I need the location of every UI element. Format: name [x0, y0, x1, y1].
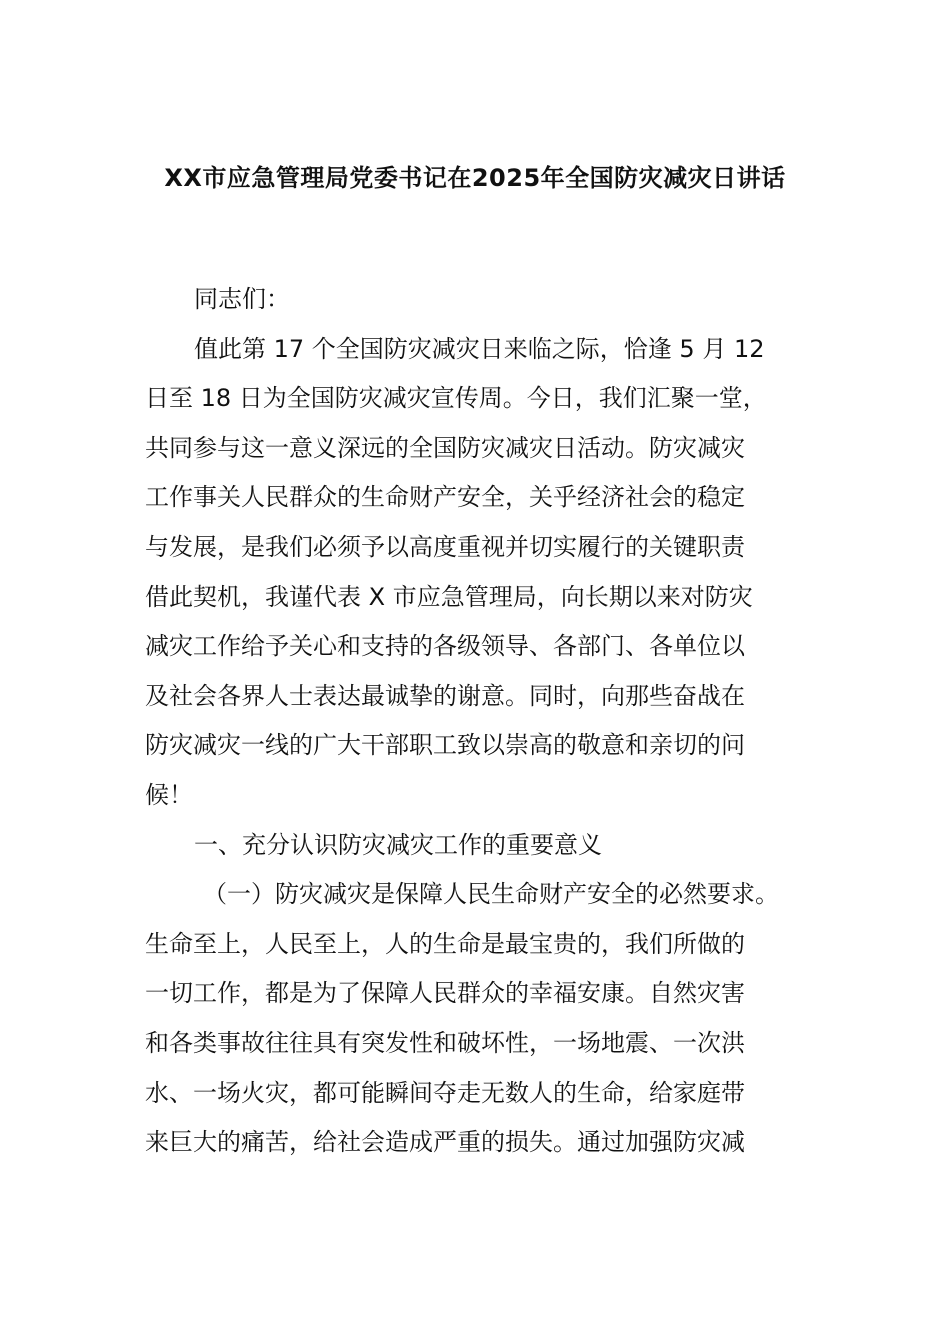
paragraph-line: 生命至上，人民至上，人的生命是最宝贵的，我们所做的	[145, 929, 745, 958]
paragraph-line: 候！	[145, 780, 193, 809]
document-body	[145, 275, 825, 1168]
paragraph-line: 与发展，是我们必须予以高度重视并切实履行的关键职责	[145, 532, 745, 561]
section-heading: 一、充分认识防灾减灾工作的重要意义	[194, 830, 602, 859]
paragraph-line: 防灾减灾一线的广大干部职工致以崇高的敬意和亲切的问	[145, 731, 745, 760]
paragraph-line: 借此契机，我谨代表 X 市应急管理局，向长期以来对防灾	[145, 582, 753, 611]
document-title: XX市应急管理局党委书记在2025年全国防灾减灾日讲话	[164, 164, 786, 192]
paragraph-line: 一切工作，都是为了保障人民群众的幸福安康。自然灾害	[145, 979, 745, 1008]
paragraph-line: 来巨大的痛苦，给社会造成严重的损失。通过加强防灾减	[145, 1128, 745, 1157]
subsection-heading: （一）防灾减灾是保障人民生命财产安全的必然要求。	[203, 880, 779, 909]
paragraph-line: 日至 18 日为全国防灾减灾宣传周。今日，我们汇聚一堂，	[145, 384, 767, 413]
paragraph-line: 减灾工作给予关心和支持的各级领导、各部门、各单位以	[145, 632, 745, 661]
paragraph-line: 工作事关人民群众的生命财产安全，关乎经济社会的稳定	[145, 483, 745, 512]
paragraph-line: 及社会各界人士表达最诚挚的谢意。同时，向那些奋战在	[145, 681, 745, 710]
paragraph-line: 值此第 17 个全国防灾减灾日来临之际，恰逢 5 月 12	[194, 334, 765, 363]
paragraph-line: 和各类事故往往具有突发性和破坏性，一场地震、一次洪	[145, 1028, 745, 1057]
paragraph-line: 共同参与这一意义深远的全国防灾减灾日活动。防灾减灾	[145, 433, 745, 462]
salutation: 同志们：	[194, 285, 290, 313]
paragraph-line: 水、一场火灾，都可能瞬间夺走无数人的生命，给家庭带	[145, 1078, 745, 1107]
